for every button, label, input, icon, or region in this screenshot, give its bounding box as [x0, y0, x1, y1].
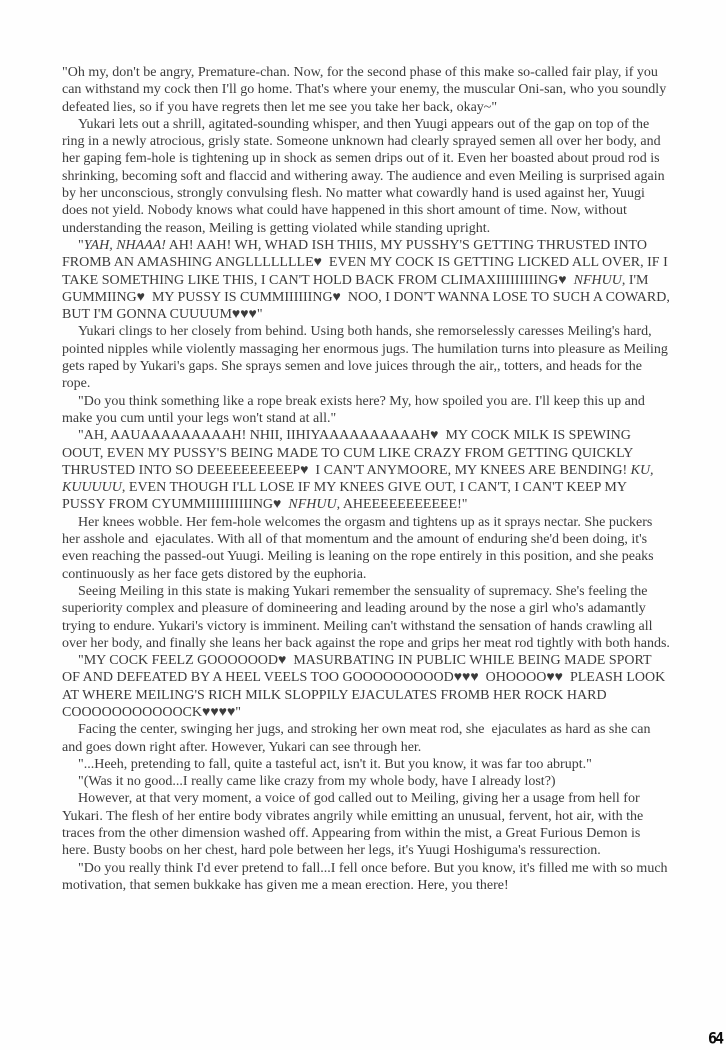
paragraph: [62, 237, 674, 323]
text-run: , EVEN THOUGH I'LL LOSE IF MY KNEES GIVE OUT, I CAN'T, I CAN'T KEEP MY PUSSY FROM CYUMMIIIIIIIIIING♥: [62, 480, 630, 513]
text-run: Yukari clings to her closely from behind. Using both hands, she remorselessly caresses Meiling's hard, pointed nipples while violently massaging her enormous jugs. The humilation turns into pleasure as Meiling gets raped by Yukari's gaps. She sprays semen and love juices through the air,, totters, and heads for the rope.: [62, 324, 672, 392]
paragraph: [62, 652, 670, 721]
text-run: Facing the center, swinging her jugs, and stroking her own meat rod, she ejaculates as hard as she can and goes down right after. However, Yukari can see through her.: [62, 722, 654, 755]
text-run: However, at that very moment, a voice of god called out to Meiling, giving her a usage from hell for Yukari. The flesh of her entire body vibrates angrily while emitting an unusual, fervent, hot air, with the traces from the other dimension washed off. Appearing from within the mist, a Great Furious Demon is here. Busty boobs on her chest, hard pole between her legs, it's Yuugi Hoshiguma's ressurection.: [62, 791, 647, 859]
text-run: "AH, AAUAAAAAAAAAH! NHII, IIHIYAAAAAAAAAAH♥ MY COCK MILK IS SPEWING OOUT, EVEN MY PUSSY'S BEING MADE TO CUM LIKE CRAZY FROM GETTING QUICKLY THRUSTED INTO SO DEEEEEEEEEEP♥ I CAN'T ANYMOORE, MY KNEES ARE BENDING!: [62, 428, 637, 478]
paragraph: [62, 583, 670, 652]
italic-text-run: YAH, NHAAA!: [83, 237, 166, 253]
paragraph: [62, 393, 670, 428]
text-run: "Do you think something like a rope break exists here? My, how spoiled you are. I'll keep this up and make you cum until your legs won't stand at all.": [62, 393, 649, 426]
paragraph: [62, 773, 670, 790]
paragraph: [62, 514, 670, 583]
italic-text-run: NFHUU: [288, 497, 337, 513]
text-run: "MY COCK FEELZ GOOOOOOD♥ MASURBATING IN PUBLIC WHILE BEING MADE SPORT OF AND DEFEATED BY A HEEL VEELS TOO GOOOOOOOOOD♥♥♥ OHOOOO♥♥ PLEASH LOOK AT WHERE MEILING'S RICH MILK SLOPPILY EJACULATES FROMB HER ROCK HARD COOOOOOOOOOOCK♥♥♥♥": [62, 653, 668, 720]
paragraph: [62, 116, 670, 237]
text-run: Her knees wobble. Her fem-hole welcomes the orgasm and tightens up as it sprays nectar. She puckers her asshole and ejaculates. With all of that momentum and the amount of enduring she'd been doing, it's even reaching the passed-out Yuugi. Meiling is leaning on the rope entirely in this position, and she peaks continuously as her face gets distored by the euphoria.: [62, 514, 658, 582]
text-run: "(Was it no good...I really came like crazy from my whole body, have I already lost?): [78, 774, 556, 790]
paragraph: [62, 721, 670, 756]
italic-text-run: NFHUU: [573, 272, 622, 288]
page-number: 64: [707, 1028, 722, 1048]
text-run: ": [78, 237, 84, 253]
text-run: , I'M GUMMIING♥ MY PUSSY IS CUMMIIIIIING♥ NOO, I DON'T WANNA LOSE TO SUCH A COWARD, BUT I'M GONNA CUUUUM♥♥♥": [62, 272, 674, 323]
text-run: Seeing Meiling in this state is making Yukari remember the sensuality of supremacy. She's feeling the superiority complex and pleasure of domineering and leading around by the nose a girl who's adamantly trying to endure. Yukari's victory is imminent. Meiling can't withstand the sensation of hands crawling all over her body, and finally she leans her back against the rope and grips her meat rod tightly with both hands.: [62, 583, 670, 651]
paragraph: [62, 427, 670, 513]
paragraph: [62, 323, 670, 392]
text-run: "Do you really think I'd ever pretend to fall...I fell once before. But you know, it's filled me with so much motivation, that semen bukkake has given me a mean erection. Here, you there!: [62, 860, 672, 893]
paragraph: [62, 860, 670, 895]
paragraph: [62, 756, 670, 773]
italic-text-run: KU, KUUUUU: [62, 462, 658, 496]
paragraph: [62, 790, 670, 859]
text-column: [62, 64, 674, 894]
text-run: AH! AAH! WH, WHAD ISH THIIS, MY PUSSHY'S GETTING THRUSTED INTO FROMB AN AMASHING ANGLLLLLLLE♥ EVEN MY COCK IS GETTING LICKED ALL OVER, IF I TAKE SOMETHING LIKE THIS, I CAN'T HOLD BACK FROM CLIMAXIIIIIIIIING♥: [62, 237, 672, 288]
text-run: "...Heeh, pretending to fall, quite a tasteful act, isn't it. But you know, it was far too abrupt.": [78, 756, 592, 772]
text-run: "Oh my, don't be angry, Premature-chan. Now, for the second phase of this make so-called fair play, if you can withstand my cock then I'll go home. That's where your enemy, the muscular Oni-san, who you soundly defeated lies, so if you have regrets then let me see you take her back, okay~": [62, 65, 670, 115]
text-run: , AHEEEEEEEEEEE!": [336, 497, 468, 513]
text-run: Yukari lets out a shrill, agitated-sounding whisper, and then Yuugi appears out of the gap on top of the ring in a newly atrocious, grisly state. Someone unknown had clearly sprayed semen all over her body, and her gaping fem-hole is tightening up in shock as semen drips out of it. Even her boasted about proud rod is shrinking, becoming soft and flaccid and withering away. The audience and even Meiling is surprised again by her unconscious, strongly convulsing flesh. No matter what cowardly hand is used against her, Yuugi does not yield. Nobody knows what could have happened in this short amount of time. Now, without understanding the reason, Meiling is getting violated while standing upright.: [62, 116, 669, 236]
paragraph: [62, 64, 670, 116]
